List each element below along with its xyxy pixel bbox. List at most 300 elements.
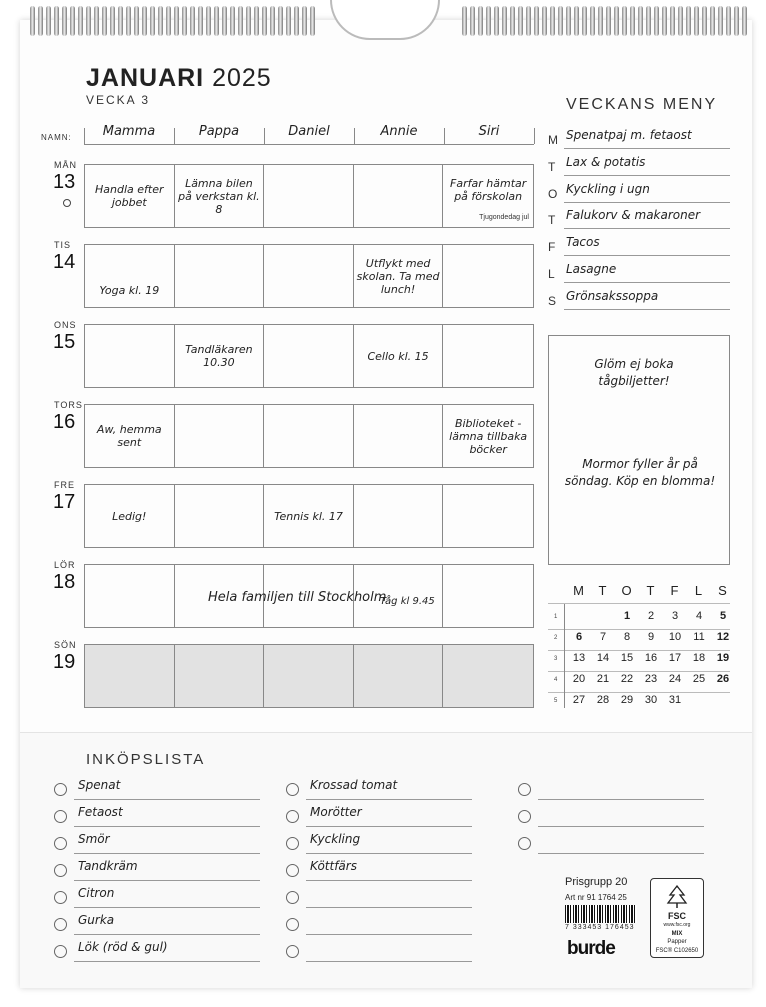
saturday-span-note: Hela familjen till Stockholm xyxy=(208,590,387,605)
day-cell[interactable] xyxy=(443,245,533,307)
holiday-label: Tjugondedag jul xyxy=(479,214,529,221)
mini-calendar-day: 2 xyxy=(647,610,655,622)
spiral-coil xyxy=(270,6,275,36)
day-number: 15 xyxy=(53,331,76,353)
mini-calendar-day: 24 xyxy=(668,673,682,685)
mini-calendar-day: 11 xyxy=(693,631,705,643)
menu-day-letter: T xyxy=(548,159,556,174)
saturday-span-subnote: Tåg kl 9.45 xyxy=(380,596,435,607)
fsc-mix: MIX xyxy=(671,931,683,937)
menu-row[interactable] xyxy=(548,127,730,149)
day-row xyxy=(84,484,534,548)
article-number: Art nr 91 1764 25 xyxy=(565,893,627,902)
shopping-item-text: Gurka xyxy=(78,913,115,927)
fsc-code: FSC® C102650 xyxy=(655,948,699,954)
cell-note: Farfar hämtar på förskolan xyxy=(450,177,527,203)
spiral-coil xyxy=(654,6,659,36)
mini-calendar-week-number: 3 xyxy=(554,656,558,662)
day-row xyxy=(84,644,534,708)
spiral-coil xyxy=(742,6,747,36)
cell-note: Tandläkaren 10.30 xyxy=(185,343,253,369)
day-label: TIS xyxy=(54,240,72,250)
day-number: 16 xyxy=(53,411,76,433)
spiral-coil xyxy=(254,6,259,36)
spiral-coil xyxy=(510,6,515,36)
shopping-checkbox[interactable] xyxy=(518,783,531,796)
day-number: 14 xyxy=(53,251,76,273)
spiral-coil xyxy=(214,6,219,36)
shopping-item[interactable] xyxy=(286,940,496,962)
spiral-coil xyxy=(670,6,675,36)
spiral-coil xyxy=(590,6,595,36)
mini-calendar-day: 28 xyxy=(596,694,610,706)
shopping-line xyxy=(306,853,472,854)
mini-calendar-day: 19 xyxy=(716,652,730,664)
shopping-item[interactable] xyxy=(54,778,264,800)
mini-calendar-day: 7 xyxy=(599,631,607,643)
day-label: SÖN xyxy=(54,640,77,650)
shopping-line xyxy=(74,880,260,881)
shopping-item-text: Lök (röd & gul) xyxy=(78,940,168,954)
spiral-coil xyxy=(230,6,235,36)
mini-calendar-day: 25 xyxy=(692,673,706,685)
day-cell[interactable] xyxy=(443,405,533,467)
spiral-coil xyxy=(150,6,155,36)
spiral-coil xyxy=(134,6,139,36)
spiral-coil xyxy=(310,6,315,36)
cell-note: Yoga kl. 19 xyxy=(99,284,160,297)
fsc-site: www.fsc.org xyxy=(663,922,691,928)
mini-calendar-row-line xyxy=(548,650,730,651)
shopping-line xyxy=(74,907,260,908)
mini-calendar-day: 20 xyxy=(572,673,586,685)
mini-calendar-week-number: 2 xyxy=(554,635,558,641)
menu-row[interactable] xyxy=(548,207,730,229)
spiral-binding-right xyxy=(462,6,747,40)
day-cell[interactable] xyxy=(443,565,533,627)
shopping-item[interactable] xyxy=(54,940,264,962)
menu-row[interactable] xyxy=(548,181,730,203)
shopping-line xyxy=(306,934,472,935)
day-cell[interactable] xyxy=(264,645,354,707)
day-cell[interactable] xyxy=(175,405,265,467)
shopping-line xyxy=(74,826,260,827)
menu-meal: Falukorv & makaroner xyxy=(566,208,701,223)
cell-note: Aw, hemma sent xyxy=(96,423,162,449)
menu-line xyxy=(564,148,730,149)
menu-row[interactable] xyxy=(548,234,730,256)
names-underline xyxy=(84,144,534,145)
spiral-coil xyxy=(734,6,739,36)
mini-calendar-week-number: 1 xyxy=(554,614,558,620)
barcode-number: 7 333453 176453 xyxy=(565,924,635,931)
spiral-coil xyxy=(662,6,667,36)
cell-note: Cello kl. 15 xyxy=(367,349,429,363)
note-grandmother-birthday: Mormor fyller år på söndag. Köp en blomma! xyxy=(564,457,716,488)
spiral-coil xyxy=(598,6,603,36)
name-separator xyxy=(534,128,535,144)
spiral-coil xyxy=(502,6,507,36)
cell-note: Utflykt med skolan. Ta med lunch! xyxy=(356,256,440,296)
shopping-item[interactable] xyxy=(286,913,496,935)
shopping-item[interactable] xyxy=(518,778,728,800)
shopping-checkbox[interactable] xyxy=(286,810,299,823)
mini-calendar-day: 13 xyxy=(572,652,586,664)
mini-calendar-day: 27 xyxy=(572,694,586,706)
menu-row[interactable] xyxy=(548,288,730,310)
name-header: Siri xyxy=(478,124,500,139)
spiral-coil xyxy=(678,6,683,36)
mini-calendar-day: 9 xyxy=(647,631,655,643)
shopping-item[interactable] xyxy=(286,886,496,908)
mini-calendar-week-number: 4 xyxy=(554,677,558,683)
shopping-checkbox[interactable] xyxy=(54,891,67,904)
shopping-line xyxy=(306,826,472,827)
day-cell[interactable] xyxy=(85,405,175,467)
spiral-coil xyxy=(86,6,91,36)
shopping-item[interactable] xyxy=(286,859,496,881)
shopping-item-text: Tandkräm xyxy=(78,859,138,873)
shopping-item[interactable] xyxy=(518,805,728,827)
fsc-paper: Papper xyxy=(667,939,687,945)
moon-phase-icon xyxy=(63,199,71,207)
mini-calendar-row-line xyxy=(548,692,730,693)
cell-note: Handla efter jobbet xyxy=(95,183,164,209)
day-cell[interactable] xyxy=(175,325,265,387)
mini-calendar-header-line xyxy=(548,603,730,604)
spiral-coil xyxy=(302,6,307,36)
mini-calendar-row-line xyxy=(548,671,730,672)
day-cell[interactable] xyxy=(175,165,265,227)
day-cell[interactable] xyxy=(354,165,444,227)
spiral-coil xyxy=(246,6,251,36)
spiral-coil xyxy=(638,6,643,36)
day-label: TORS xyxy=(54,400,83,410)
mini-calendar-header: F xyxy=(670,583,680,598)
fsc-label: FSC xyxy=(668,911,686,921)
shopping-line xyxy=(306,907,472,908)
day-cell[interactable] xyxy=(354,325,444,387)
mini-calendar-day: 15 xyxy=(620,652,634,664)
mini-calendar-day: 31 xyxy=(668,694,682,706)
day-cell[interactable] xyxy=(443,645,533,707)
spiral-coil xyxy=(718,6,723,36)
shopping-checkbox[interactable] xyxy=(54,945,67,958)
day-cell[interactable] xyxy=(175,645,265,707)
mini-calendar-day: 8 xyxy=(623,631,631,643)
shopping-item[interactable] xyxy=(286,805,496,827)
day-cell[interactable] xyxy=(354,245,444,307)
mini-calendar-header: T xyxy=(598,583,608,598)
shopping-item[interactable] xyxy=(54,832,264,854)
day-number: 18 xyxy=(53,571,76,593)
shopping-checkbox[interactable] xyxy=(286,783,299,796)
mini-calendar-day: 4 xyxy=(695,610,703,622)
day-cell[interactable] xyxy=(264,165,354,227)
mini-calendar-header: L xyxy=(694,583,704,598)
menu-meal: Lax & potatis xyxy=(566,154,646,169)
shopping-line xyxy=(74,934,260,935)
spiral-coil xyxy=(206,6,211,36)
mini-calendar-day: 22 xyxy=(620,673,634,685)
shopping-line xyxy=(306,880,472,881)
spiral-coil xyxy=(278,6,283,36)
menu-day-letter: S xyxy=(548,293,557,308)
names-label: NAMN: xyxy=(41,133,72,142)
mini-calendar-row-line xyxy=(548,629,730,630)
day-number: 19 xyxy=(53,651,76,673)
spiral-coil xyxy=(542,6,547,36)
shopping-line xyxy=(74,961,260,962)
spiral-coil xyxy=(38,6,43,36)
shopping-item[interactable] xyxy=(54,859,264,881)
spiral-coil xyxy=(294,6,299,36)
day-cell[interactable] xyxy=(264,405,354,467)
spiral-coil xyxy=(518,6,523,36)
day-cell[interactable] xyxy=(443,325,533,387)
spiral-coil xyxy=(62,6,67,36)
day-label: MÅN xyxy=(54,160,77,170)
shopping-checkbox[interactable] xyxy=(286,945,299,958)
name-separator xyxy=(174,128,175,144)
mini-calendar-day: 3 xyxy=(671,610,679,622)
spiral-coil xyxy=(182,6,187,36)
name-header: Mamma xyxy=(102,124,156,139)
menu-line xyxy=(564,228,730,229)
spiral-coil xyxy=(462,6,467,36)
name-header: Annie xyxy=(380,124,418,139)
name-separator xyxy=(444,128,445,144)
day-cell[interactable] xyxy=(85,325,175,387)
mini-calendar-day: 23 xyxy=(644,673,658,685)
menu-line xyxy=(564,202,730,203)
mini-calendar-day: 10 xyxy=(668,631,682,643)
spiral-coil xyxy=(238,6,243,36)
day-cell[interactable] xyxy=(443,165,533,227)
fsc-tree-icon xyxy=(666,885,688,909)
shopping-checkbox[interactable] xyxy=(286,891,299,904)
shopping-item-text: Krossad tomat xyxy=(310,778,398,792)
spiral-coil xyxy=(54,6,59,36)
mini-calendar-week-number: 5 xyxy=(554,698,558,704)
cell-note: Tennis kl. 17 xyxy=(274,509,343,523)
spiral-coil xyxy=(470,6,475,36)
day-row xyxy=(84,244,534,308)
shopping-line xyxy=(306,961,472,962)
price-group: Prisgrupp 20 xyxy=(565,876,628,888)
shopping-line xyxy=(74,799,260,800)
day-cell[interactable] xyxy=(85,245,175,307)
spiral-coil xyxy=(550,6,555,36)
brand-logo: burde xyxy=(567,938,615,959)
shopping-line xyxy=(538,826,704,827)
name-separator xyxy=(84,128,85,144)
shopping-item-text: Köttfärs xyxy=(310,859,357,873)
spiral-coil xyxy=(582,6,587,36)
menu-day-letter: O xyxy=(548,186,558,201)
shopping-item-text: Kyckling xyxy=(310,832,361,846)
spiral-coil xyxy=(30,6,35,36)
day-label: LÖR xyxy=(54,560,76,570)
mini-calendar-divider xyxy=(564,604,565,708)
day-cell[interactable] xyxy=(175,485,265,547)
name-header: Pappa xyxy=(198,124,240,139)
spiral-coil xyxy=(526,6,531,36)
mini-calendar-day: 26 xyxy=(716,673,730,685)
spiral-coil xyxy=(614,6,619,36)
day-label: FRE xyxy=(54,480,75,490)
spiral-coil xyxy=(574,6,579,36)
shopping-checkbox[interactable] xyxy=(54,837,67,850)
shopping-checkbox[interactable] xyxy=(286,918,299,931)
menu-day-letter: M xyxy=(548,133,558,147)
mini-calendar-day: 14 xyxy=(596,652,610,664)
spiral-coil xyxy=(166,6,171,36)
spiral-coil xyxy=(702,6,707,36)
shopping-checkbox[interactable] xyxy=(54,864,67,877)
shopping-line xyxy=(74,853,260,854)
day-cell[interactable] xyxy=(264,325,354,387)
day-number: 17 xyxy=(53,491,76,513)
cell-note: Biblioteket - lämna tillbaka böcker xyxy=(449,416,528,456)
shopping-item[interactable] xyxy=(286,832,496,854)
spiral-coil xyxy=(694,6,699,36)
menu-row[interactable] xyxy=(548,154,730,176)
day-row xyxy=(84,164,534,228)
day-cell[interactable] xyxy=(264,485,354,547)
menu-meal: Kyckling i ugn xyxy=(566,181,650,196)
mini-calendar-header: T xyxy=(646,583,656,598)
day-cell[interactable] xyxy=(354,485,444,547)
spiral-coil xyxy=(478,6,483,36)
shopping-item[interactable] xyxy=(518,832,728,854)
menu-meal: Grönsakssoppa xyxy=(566,288,659,303)
name-header: Daniel xyxy=(288,124,330,139)
mini-calendar-day: 12 xyxy=(716,631,730,643)
name-separator xyxy=(264,128,265,144)
shopping-item[interactable] xyxy=(54,805,264,827)
shopping-checkbox[interactable] xyxy=(518,837,531,850)
shopping-item[interactable] xyxy=(54,913,264,935)
day-cell[interactable] xyxy=(85,645,175,707)
spiral-binding-left xyxy=(30,6,315,40)
day-number: 13 xyxy=(53,171,76,193)
menu-line xyxy=(564,309,730,310)
menu-title: VECKANS MENY xyxy=(566,96,718,113)
mini-calendar-day: 5 xyxy=(719,610,727,622)
spiral-coil xyxy=(174,6,179,36)
barcode xyxy=(565,905,637,923)
name-separator xyxy=(354,128,355,144)
page-title: JANUARI 2025 xyxy=(86,64,272,92)
mini-calendar-day: 16 xyxy=(644,652,658,664)
shopping-line xyxy=(538,853,704,854)
shopping-checkbox[interactable] xyxy=(286,837,299,850)
menu-meal: Tacos xyxy=(566,235,600,250)
mini-calendar-header: M xyxy=(573,583,585,598)
mini-calendar-header: S xyxy=(718,583,728,598)
mini-calendar-header: O xyxy=(621,583,633,598)
spiral-coil xyxy=(78,6,83,36)
spiral-coil xyxy=(46,6,51,36)
spiral-coil xyxy=(198,6,203,36)
spiral-coil xyxy=(262,6,267,36)
day-cell[interactable] xyxy=(264,245,354,307)
spiral-coil xyxy=(158,6,163,36)
mini-calendar-day: 1 xyxy=(623,610,631,622)
spiral-coil xyxy=(110,6,115,36)
menu-line xyxy=(564,282,730,283)
spiral-coil xyxy=(630,6,635,36)
day-row xyxy=(84,324,534,388)
cell-note: Lämna bilen på verkstan kl. 8 xyxy=(178,176,260,216)
day-cell[interactable] xyxy=(443,485,533,547)
note-train-tickets: Glöm ej boka tågbiljetter! xyxy=(594,357,674,388)
spiral-coil xyxy=(102,6,107,36)
spiral-coil xyxy=(534,6,539,36)
spiral-coil xyxy=(726,6,731,36)
shopping-item[interactable] xyxy=(54,886,264,908)
shopping-checkbox[interactable] xyxy=(54,918,67,931)
day-row xyxy=(84,404,534,468)
spiral-coil xyxy=(126,6,131,36)
menu-meal: Lasagne xyxy=(566,262,617,276)
shopping-item-text: Morötter xyxy=(310,805,362,819)
spiral-coil xyxy=(286,6,291,36)
shopping-list-title: INKÖPSLISTA xyxy=(86,751,206,768)
fsc-logo xyxy=(650,878,704,958)
spiral-coil xyxy=(118,6,123,36)
shopping-checkbox[interactable] xyxy=(54,810,67,823)
day-cell[interactable] xyxy=(85,565,175,627)
day-cell[interactable] xyxy=(85,165,175,227)
shopping-checkbox[interactable] xyxy=(286,864,299,877)
day-cell[interactable] xyxy=(175,245,265,307)
spiral-coil xyxy=(142,6,147,36)
mini-calendar-day: 17 xyxy=(668,652,682,664)
day-cell[interactable] xyxy=(354,405,444,467)
menu-line xyxy=(564,255,730,256)
menu-day-letter: F xyxy=(548,240,556,255)
mini-calendar-day: 6 xyxy=(575,631,583,643)
menu-day-letter: T xyxy=(548,213,556,228)
spiral-coil xyxy=(622,6,627,36)
spiral-coil xyxy=(94,6,99,36)
mini-calendar-day: 21 xyxy=(596,673,610,685)
day-label: ONS xyxy=(54,320,77,330)
day-cell[interactable] xyxy=(85,485,175,547)
shopping-item-text: Fetaost xyxy=(78,805,123,819)
menu-day-letter: L xyxy=(548,267,555,281)
shopping-line xyxy=(538,799,704,800)
spiral-coil xyxy=(70,6,75,36)
spiral-coil xyxy=(566,6,571,36)
spiral-coil xyxy=(486,6,491,36)
spiral-coil xyxy=(710,6,715,36)
shopping-item[interactable] xyxy=(286,778,496,800)
shopping-checkbox[interactable] xyxy=(518,810,531,823)
menu-row[interactable] xyxy=(548,261,730,283)
spiral-coil xyxy=(646,6,651,36)
shopping-checkbox[interactable] xyxy=(54,783,67,796)
day-cell[interactable] xyxy=(354,645,444,707)
mini-calendar-day: 29 xyxy=(620,694,634,706)
spiral-coil xyxy=(190,6,195,36)
shopping-item-text: Spenat xyxy=(78,778,121,792)
mini-calendar-day: 18 xyxy=(692,652,706,664)
notes-box[interactable] xyxy=(548,335,730,565)
shopping-line xyxy=(306,799,472,800)
